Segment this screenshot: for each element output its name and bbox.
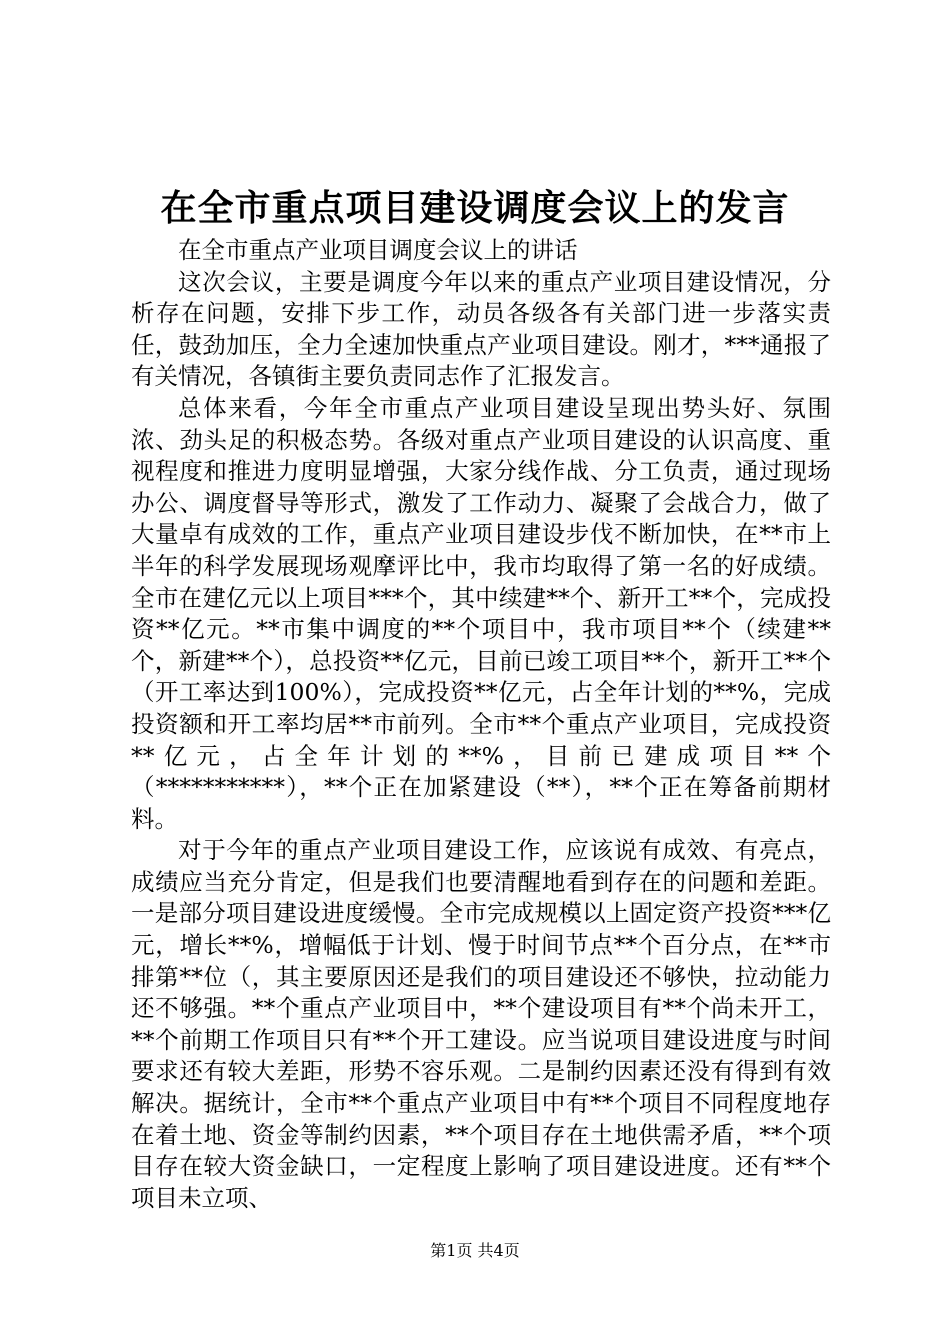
page-footer: 第1页 共4页: [430, 1241, 520, 1260]
body-paragraph-2: 总体来看，今年全市重点产业项目建设呈现出势头好、氛围浓、劲头足的积极态势。各级对重点产业项目建设的认识高度、重视程度和推进力度明显增强，大家分线作战、分工负责，通过现场办公、调度督导等形式，激发了工作动力、凝聚了会战合力，做了大量卓有成效的工作，重点产业项目建设步伐不断加快，在**市上半年的科学发展现场观摩评比中，我市均取得了第一名的好成绩。全市在建亿元以上项目***个，其中续建**个、新开工**个，完成投资**亿元。**市集中调度的**个项目中，我市项目**个（续建**个，新建**个），总投资**亿元，目前已竣工项目**个，新开工**个（开工率达到100%），完成投资**亿元，占全年计划的**%，完成投资额和开工率均居**市前列。全市**个重点产业项目，完成投资**亿元，占全年计划的**%，目前已建成项目**个（***********），**个正在加紧建设（**），**个正在筹备前期材料。: [131, 393, 831, 833]
body-paragraph-3: 对于今年的重点产业项目建设工作，应该说有成效、有亮点，成绩应当充分肯定，但是我们也要清醒地看到存在的问题和差距。一是部分项目建设进度缓慢。全市完成规模以上固定资产投资***亿元，增长**%，增幅低于计划、慢于时间节点**个百分点，在**市排第**位（，其主要原因还是我们的项目建设还不够快，拉动能力还不够强。**个重点产业项目中，**个建设项目有**个尚未开工，**个前期工作项目只有**个开工建设。应当说项目建设进度与时间要求还有较大差距，形势不容乐观。二是制约因素还没有得到有效解决。据统计，全市**个重点产业项目中有**个项目不同程度地存在着土地、资金等制约因素，**个项目存在土地供需矛盾，**个项目存在较大资金缺口，一定程度上影响了项目建设进度。还有**个项目未立项、: [131, 836, 831, 1212]
subtitle-paragraph: 在全市重点产业项目调度会议上的讲话: [178, 236, 578, 264]
document-title: 在全市重点项目建设调度会议上的发言: [160, 187, 790, 229]
body-paragraph-1: 这次会议，主要是调度今年以来的重点产业项目建设情况，分析存在问题，安排下步工作，动员各级各有关部门进一步落实责任，鼓劲加压，全力全速加快重点产业项目建设。刚才，***通报了有关情况，各镇街主要负责同志作了汇报发言。: [131, 267, 831, 391]
document-body: [131, 235, 831, 1214]
